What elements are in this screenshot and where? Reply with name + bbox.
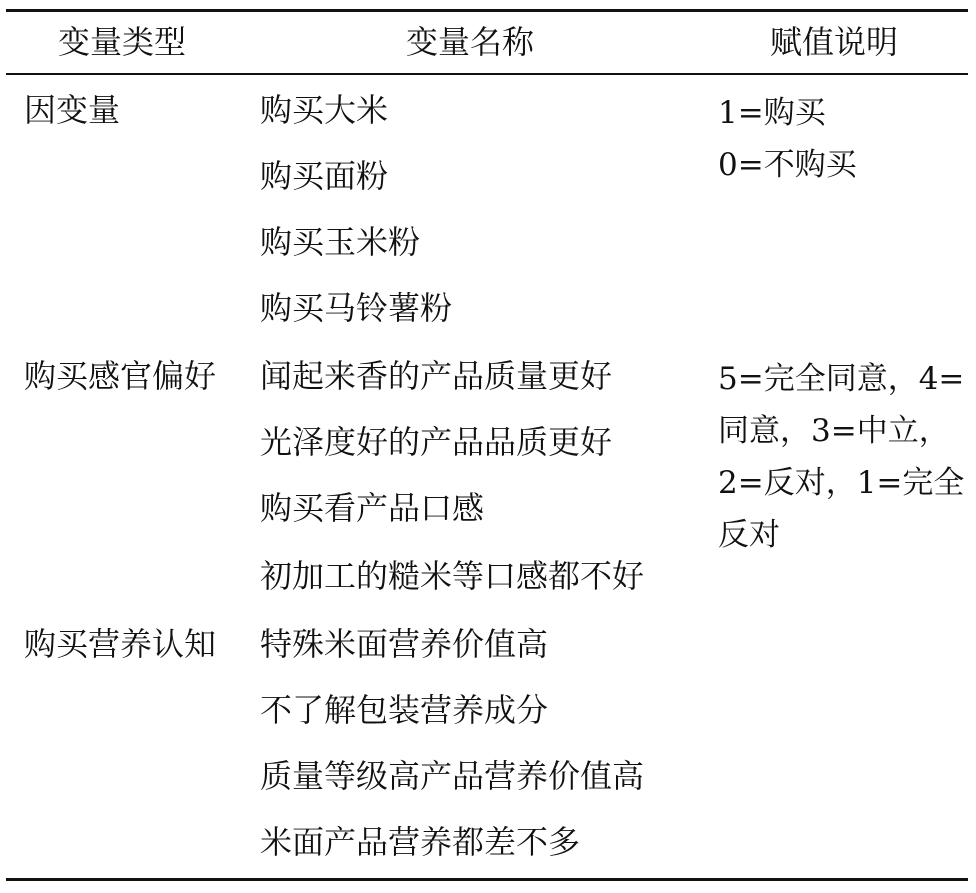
- variable-name: 购买玉米粉: [260, 223, 421, 261]
- variable-name: 初加工的糙米等口感都不好: [260, 557, 645, 595]
- variable-name: 米面产品营养都差不多: [260, 823, 581, 861]
- variable-name: 购买大米: [260, 91, 389, 129]
- value-description-line: 0=不购买: [718, 147, 857, 183]
- value-description-line: 反对: [718, 517, 780, 553]
- value-description-binary: [718, 87, 857, 191]
- variable-name: 质量等级高产品营养价值高: [260, 757, 645, 795]
- variable-name: 购买看产品口感: [260, 489, 485, 527]
- variable-type-sensory-preference: 购买感官偏好: [24, 357, 217, 395]
- value-description-likert: [718, 353, 964, 561]
- header-variable-type: 变量类型: [58, 23, 187, 61]
- variable-type-nutrition-cognition: 购买营养认知: [24, 625, 217, 663]
- variable-name: 闻起来香的产品质量更好: [260, 357, 613, 395]
- table-bottom-rule: [6, 878, 968, 881]
- value-description-line: 5=完全同意，4=: [718, 361, 965, 397]
- value-description-line: 1=购买: [718, 95, 826, 131]
- variable-name: 特殊米面营养价值高: [260, 625, 549, 663]
- value-description-line: 2=反对，1=完全: [718, 465, 965, 501]
- value-description-line: 同意，3=中立，: [718, 413, 950, 449]
- header-variable-name: 变量名称: [406, 23, 535, 61]
- variable-name: 不了解包装营养成分: [260, 691, 549, 729]
- variable-name: 购买马铃薯粉: [260, 289, 453, 327]
- variable-type-dependent: 因变量: [24, 91, 121, 129]
- variable-table: [6, 9, 968, 882]
- variable-name: 光泽度好的产品品质更好: [260, 423, 613, 461]
- header-value-description: 赋值说明: [770, 23, 899, 61]
- variable-name: 购买面粉: [260, 157, 389, 195]
- table-header-rule: [6, 73, 968, 75]
